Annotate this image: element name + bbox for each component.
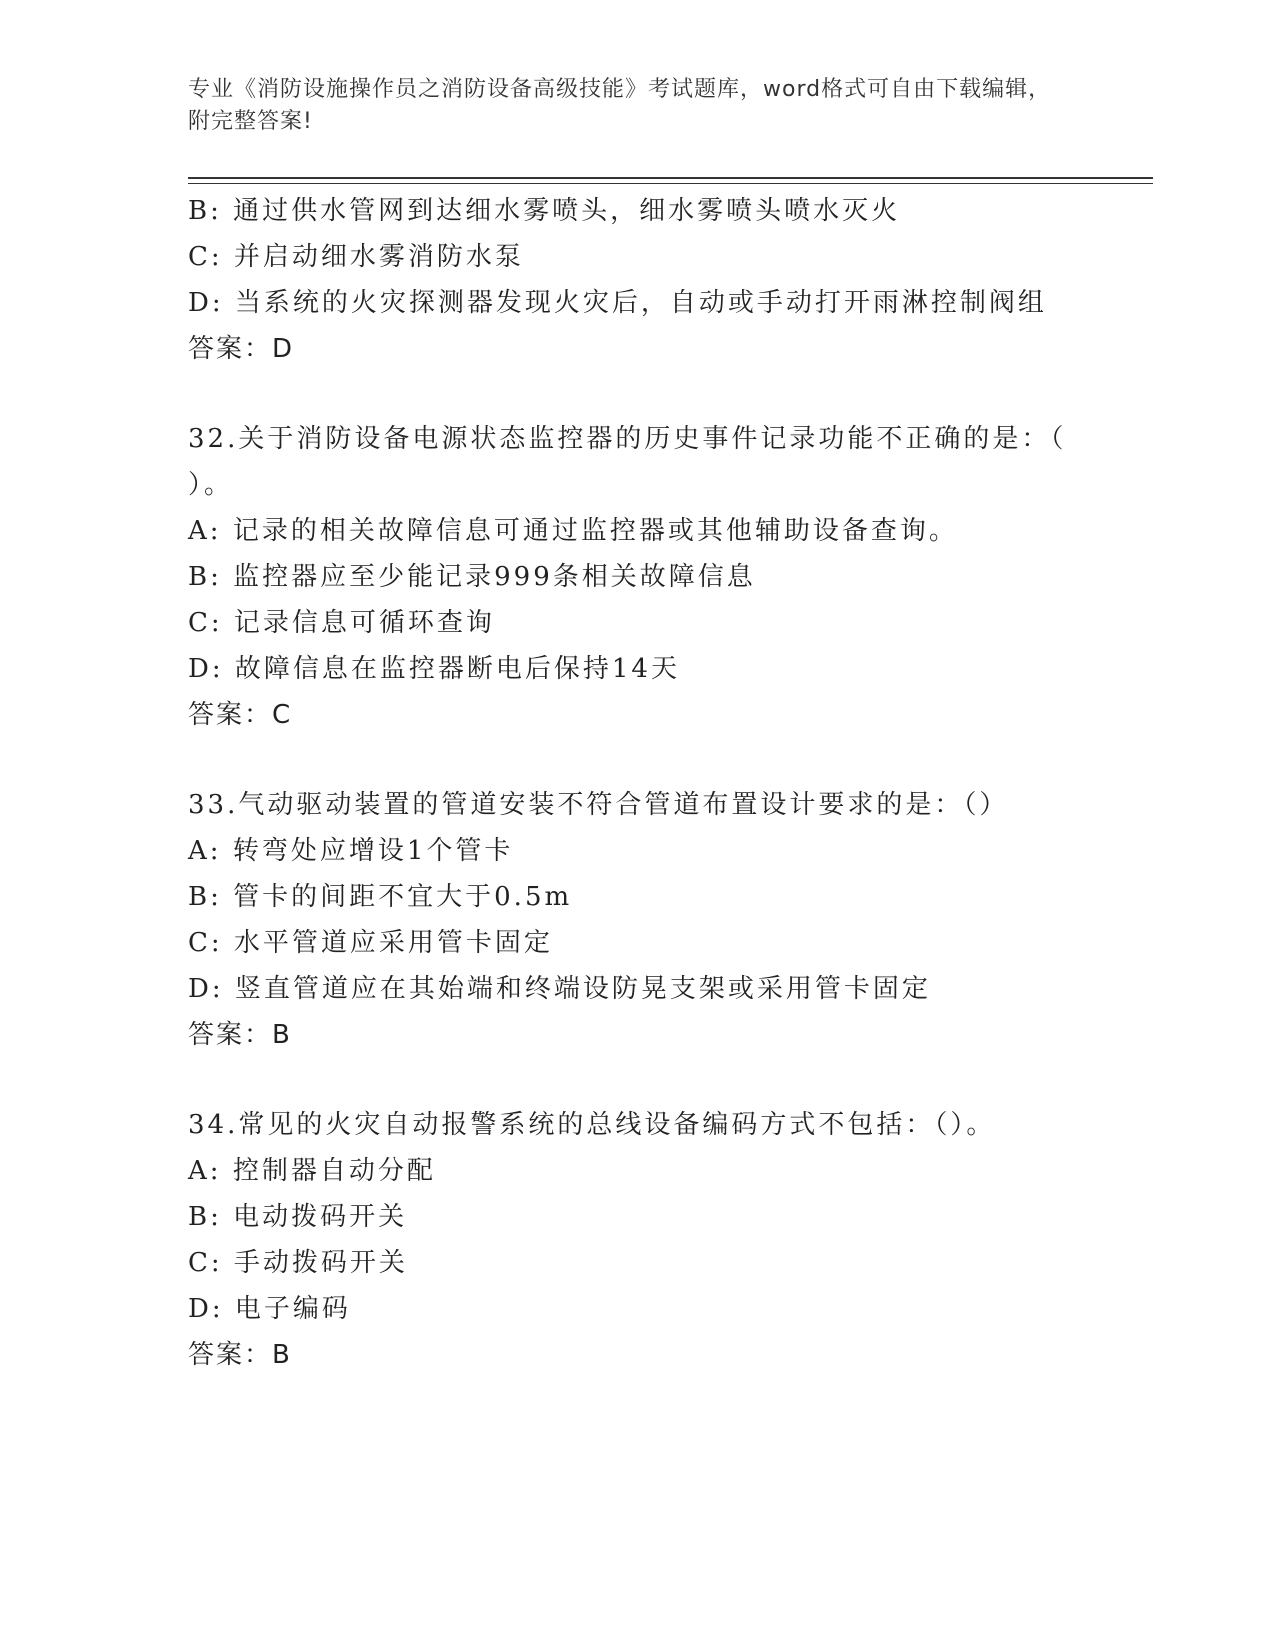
question-34	[188, 1102, 1088, 1378]
option-b: B: 通过供水管网到达细水雾喷头，细水雾喷头喷水灭火	[188, 196, 901, 226]
option-b: B: 电动拨码开关	[188, 1202, 408, 1232]
option-a: A: 转弯处应增设1个管卡	[188, 836, 514, 866]
option-d: D: 当系统的火灾探测器发现火灾后，自动或手动打开雨淋控制阀组	[188, 288, 1047, 318]
question-stem: 34.常见的火灾自动报警系统的总线设备编码方式不包括：（）。	[188, 1110, 996, 1140]
option-c: C: 并启动细水雾消防水泵	[188, 242, 524, 272]
option-d: D: 故障信息在监控器断电后保持14天	[188, 654, 680, 684]
question-33	[188, 782, 1088, 1058]
question-stem: 33.气动驱动装置的管道安装不符合管道布置设计要求的是：（）	[188, 790, 1009, 820]
option-c: C: 手动拨码开关	[188, 1248, 408, 1278]
question-stem: 32.关于消防设备电源状态监控器的历史事件记录功能不正确的是：（	[188, 424, 1067, 454]
option-d: D: 电子编码	[188, 1294, 351, 1324]
header-text: 专业《消防设施操作员之消防设备高级技能》考试题库，word格式可自由下载编辑，附完整答案!	[188, 77, 1052, 134]
answer: 答案：D	[188, 334, 295, 364]
answer: 答案：B	[188, 1020, 292, 1050]
option-c: C: 记录信息可循环查询	[188, 608, 495, 638]
option-d: D: 竖直管道应在其始端和终端设防晃支架或采用管卡固定	[188, 974, 931, 1004]
option-b: B: 监控器应至少能记录999条相关故障信息	[188, 562, 756, 592]
document-header	[188, 74, 1068, 138]
answer: 答案：C	[188, 700, 293, 730]
previous-question-tail	[188, 188, 1088, 372]
answer: 答案：B	[188, 1340, 292, 1370]
option-a: A: 控制器自动分配	[188, 1156, 436, 1186]
header-divider-thick	[188, 177, 1153, 179]
option-a: A: 记录的相关故障信息可通过监控器或其他辅助设备查询。	[188, 516, 958, 546]
question-32	[188, 416, 1088, 738]
question-stem-continued: ）。	[188, 470, 234, 500]
document-body	[188, 188, 1088, 1378]
option-b: B: 管卡的间距不宜大于0.5m	[188, 882, 573, 912]
header-divider-thin	[188, 183, 1153, 184]
option-c: C: 水平管道应采用管卡固定	[188, 928, 553, 958]
